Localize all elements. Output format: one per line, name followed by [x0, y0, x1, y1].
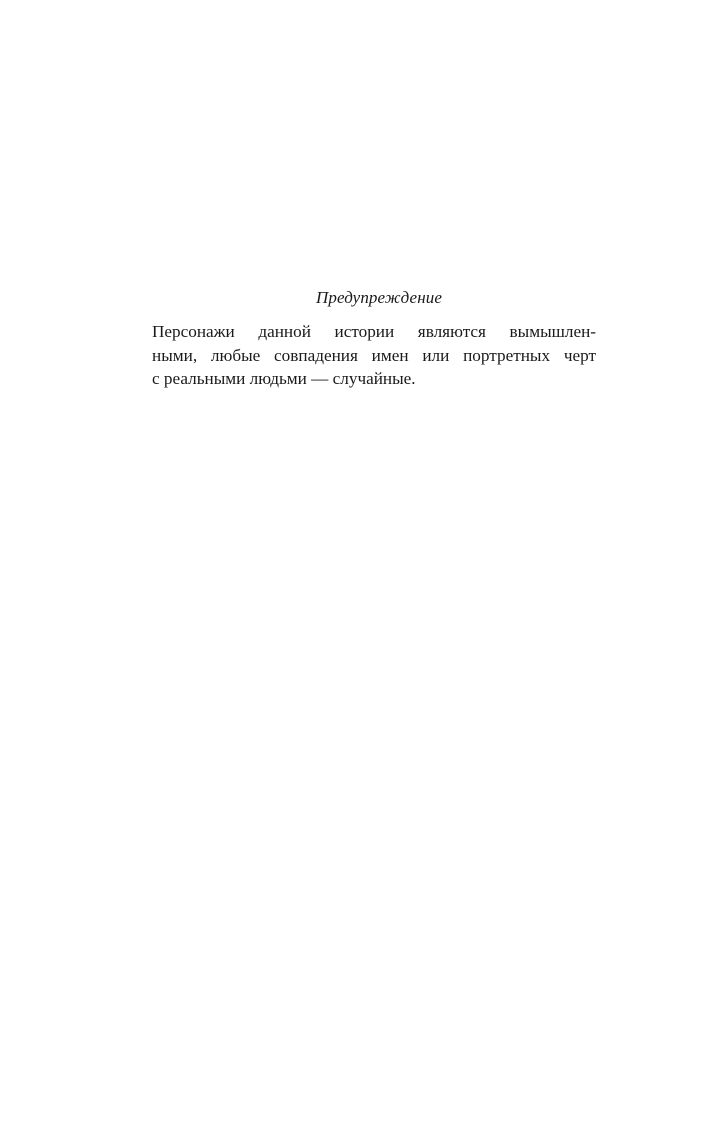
disclaimer-line-1: Персонажи данной истории являются вымышлен-	[152, 322, 596, 341]
disclaimer-paragraph	[152, 320, 596, 391]
disclaimer-line-2: ными, любые совпадения имен или портретных черт	[152, 345, 596, 365]
disclaimer-heading: Предупреждение	[316, 288, 442, 307]
disclaimer-line-3: с реальными людьми — случайные.	[152, 369, 416, 388]
disclaimer-block	[152, 286, 596, 391]
